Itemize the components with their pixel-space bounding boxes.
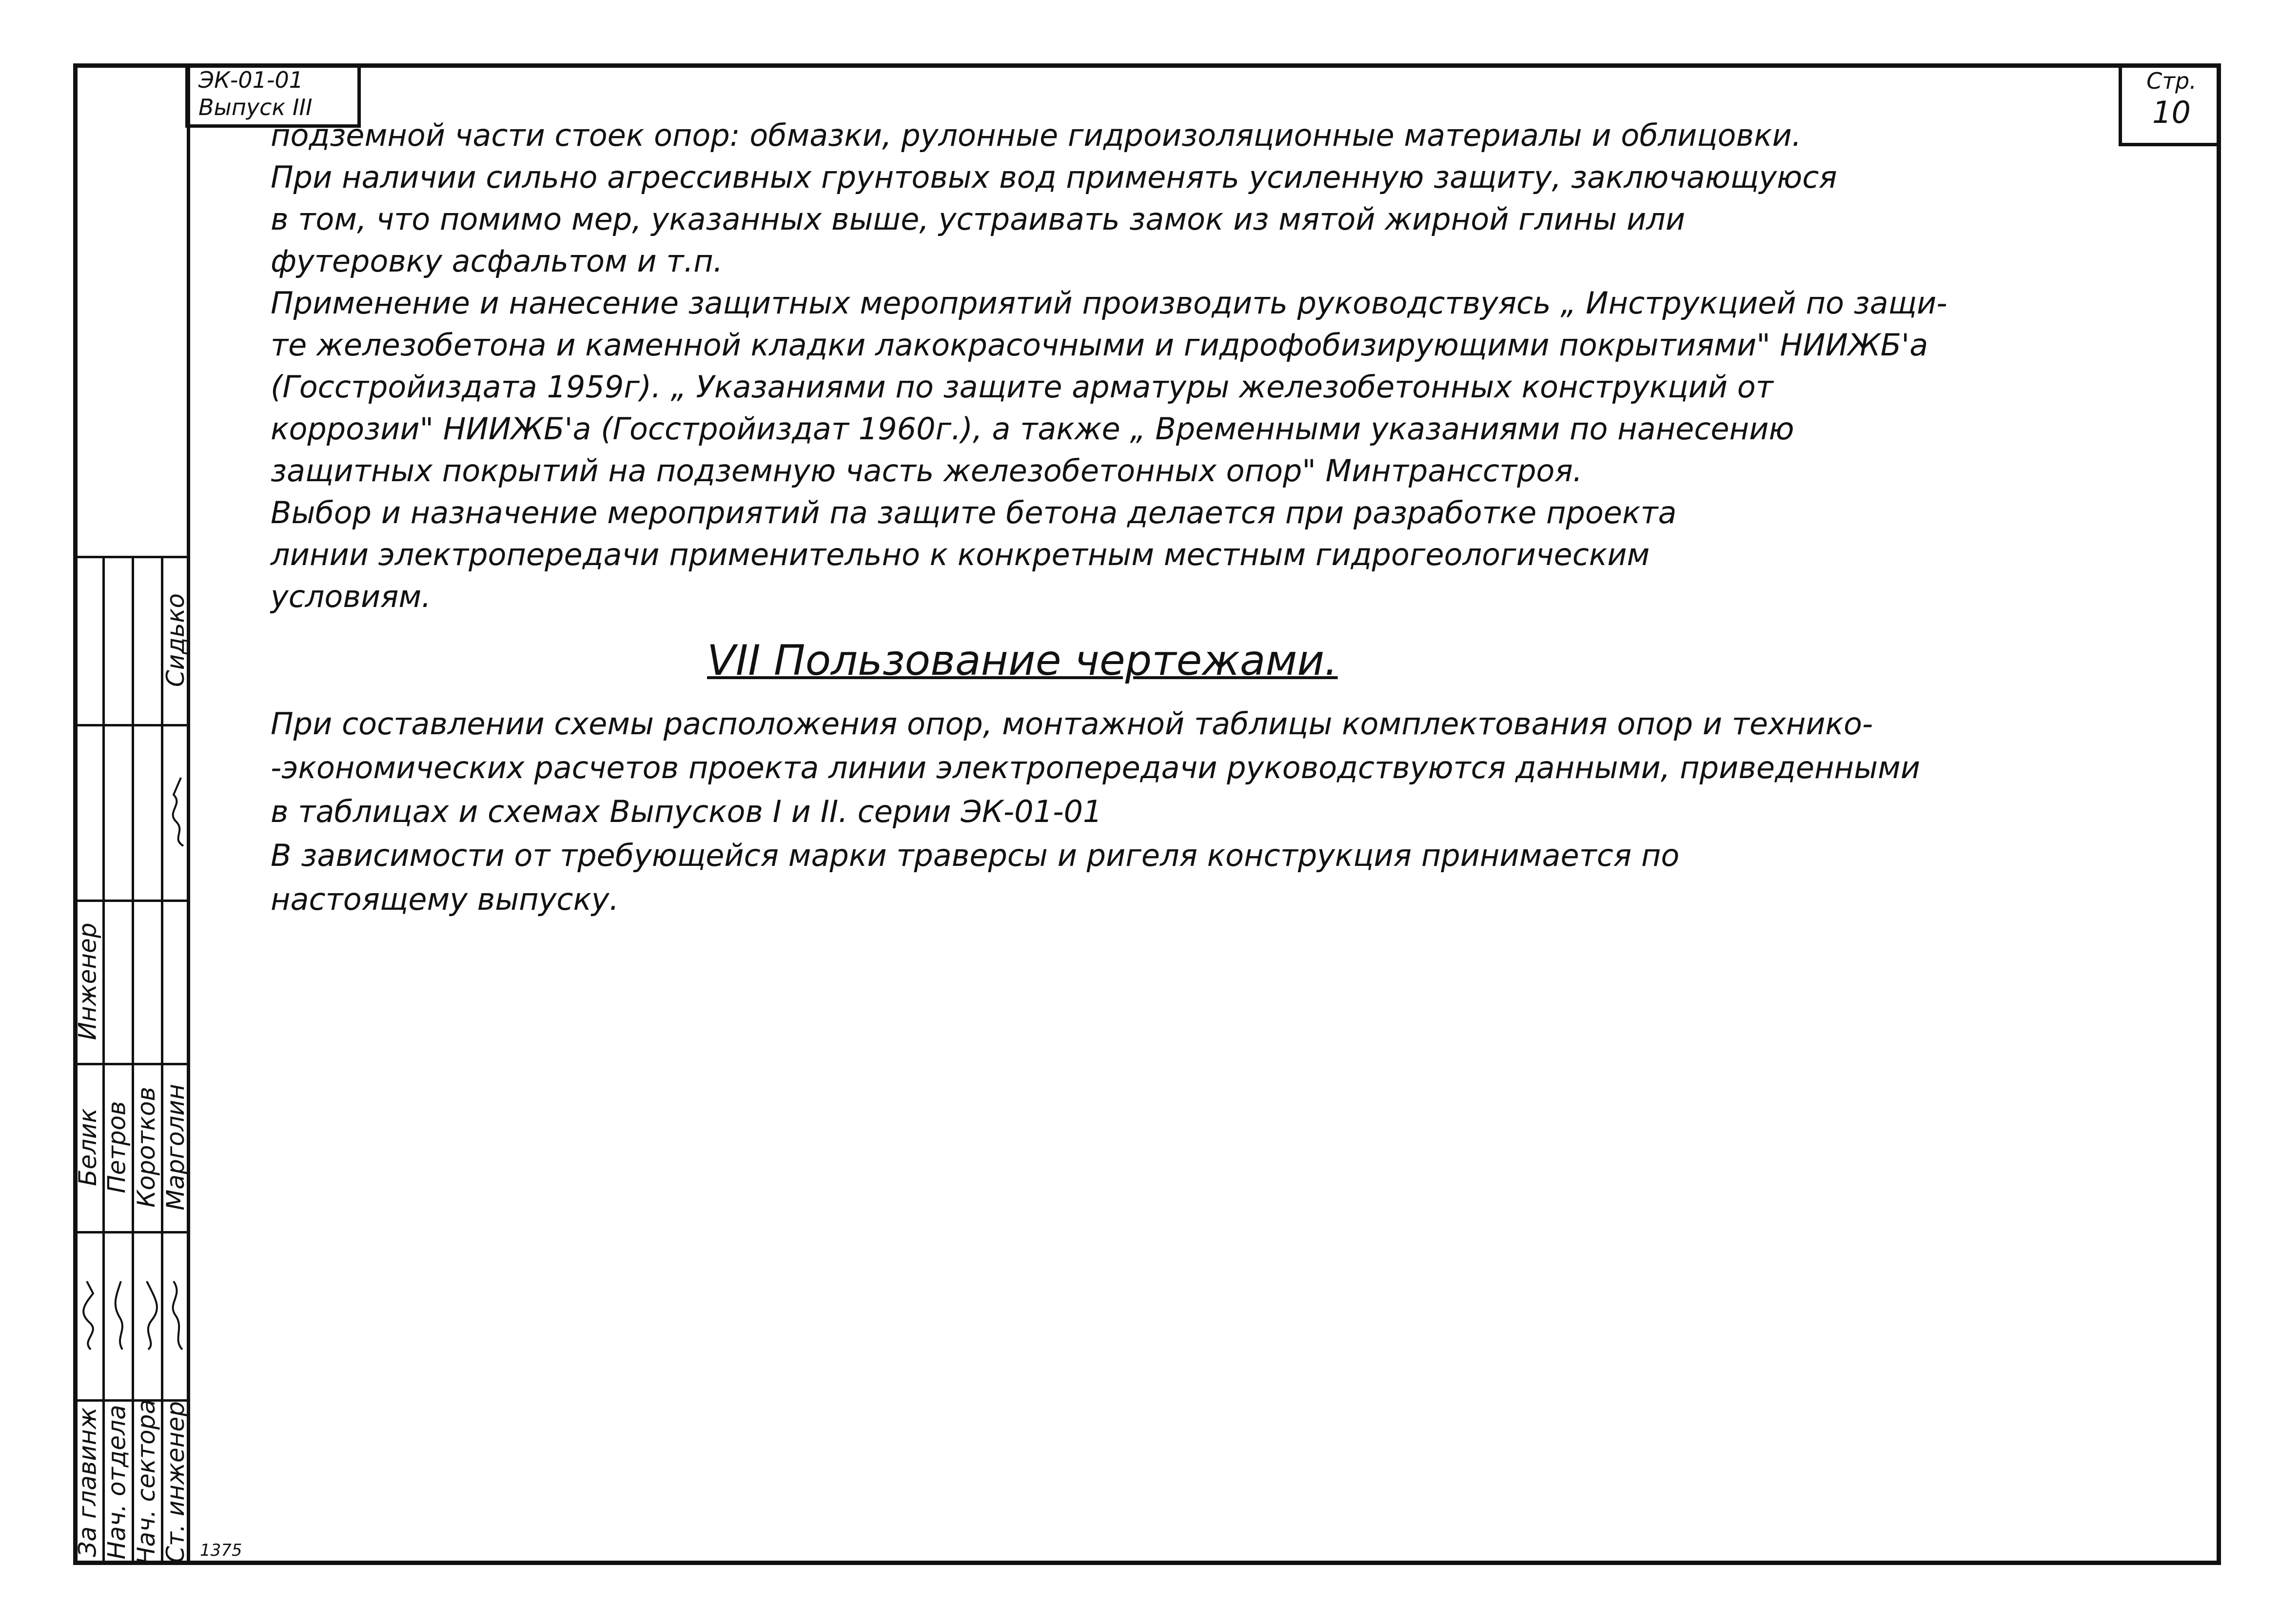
page-number: 10 xyxy=(2152,95,2191,130)
role-cell xyxy=(73,724,102,900)
text-line: настоящему выпуску. xyxy=(271,881,619,917)
signature-cell xyxy=(73,1231,102,1399)
text-line: в таблицах и схемах Выпусков I и II. серии ЭК-01-01 xyxy=(271,794,1102,829)
text-line: При наличии сильно агрессивных грунтовых вод применять усиленную защиту, заключающуюся xyxy=(271,159,1837,195)
role-cell xyxy=(73,900,102,1063)
text-line: Выбор и назначение мероприятий па защите бетона делается при разработке проекта xyxy=(271,495,1677,530)
signature-cell xyxy=(102,1231,132,1399)
role-engineer: Инженер xyxy=(74,922,102,1040)
body-text-bottom xyxy=(271,702,2148,921)
name-sidko: Сидько xyxy=(161,593,190,687)
text-line: футеровку асфальтом и т.п. xyxy=(271,243,723,279)
role-cell xyxy=(102,1399,132,1565)
signature-cell xyxy=(161,724,190,900)
role-head-of-department: Нач. отдела xyxy=(103,1405,131,1560)
section-heading: VII Пользование чертежами. xyxy=(707,636,1338,685)
name-cell xyxy=(132,1063,161,1231)
text-line: условиям. xyxy=(271,579,431,614)
text-line: При составлении схемы расположения опор, монтажной таблицы комплектования опор и технико- xyxy=(271,706,1873,742)
signature-icon xyxy=(166,1279,185,1352)
name-cell xyxy=(161,1063,190,1231)
role-head-of-sector: Нач. сектора xyxy=(132,1399,160,1565)
text-line: (Госстройиздата 1959г). „ Указаниями по защите арматуры железобетонных конструкций от xyxy=(271,369,1773,405)
signature-cell xyxy=(161,1231,190,1399)
series-code: ЭК-01-01 xyxy=(198,67,304,93)
text-line: подземной части стоек опор: обмазки, рулонные гидроизоляционные материалы и облицовки. xyxy=(271,117,1802,153)
role-cell xyxy=(161,1399,190,1565)
name-cell xyxy=(161,556,190,724)
name-belik: Белик xyxy=(74,1108,102,1186)
signature-icon xyxy=(166,775,185,848)
signature-icon xyxy=(137,1279,156,1352)
name-korotkov: Коротков xyxy=(132,1086,160,1208)
text-line: защитных покрытий на подземную часть железобетонных опор" Минтрансстроя. xyxy=(271,453,1583,489)
text-line: те железобетона и каменной кладки лакокрасочными и гидрофобизирующими покрытиями" НИИЖБ'а xyxy=(271,327,1928,363)
name-petrov: Петров xyxy=(103,1100,132,1194)
signature-icon xyxy=(78,1279,98,1352)
text-line: коррозии" НИИЖБ'а (Госстройиздат 1960г.), а также „ Временными указаниями по нанесению xyxy=(271,411,1794,447)
role-cell xyxy=(73,556,102,724)
text-line: -экономических расчетов проекта линии электропередачи руководствуются данными, приведенными xyxy=(271,750,1921,785)
signature-icon xyxy=(107,1279,127,1352)
name-cell xyxy=(73,1063,102,1231)
text-line: В зависимости от требующейся марки траверсы и ригеля конструкция принимается по xyxy=(271,838,1680,873)
name-cell xyxy=(102,1063,132,1231)
text-line: Применение и нанесение защитных мероприятий производить руководствуясь „ Инструкцией по защи- xyxy=(271,285,1947,321)
archive-number: 1375 xyxy=(200,1541,242,1560)
title-block xyxy=(73,556,190,1565)
role-deputy-chief-engineer: За главинж xyxy=(74,1407,102,1557)
text-line: линии электропередачи применительно к конкретным местным гидрогеологическим xyxy=(271,537,1650,572)
role-cell xyxy=(73,1399,102,1565)
role-cell xyxy=(132,1399,161,1565)
role-senior-engineer: Ст. инженер xyxy=(161,1401,190,1564)
page-label: Стр. xyxy=(2146,68,2197,94)
name-margolin: Марголин xyxy=(161,1083,190,1211)
signature-cell xyxy=(132,1231,161,1399)
issue-number: Выпуск III xyxy=(198,94,313,120)
body-text-top xyxy=(271,115,2148,618)
text-line: в том, что помимо мер, указанных выше, устраивать замок из мятой жирной глины или xyxy=(271,201,1686,237)
